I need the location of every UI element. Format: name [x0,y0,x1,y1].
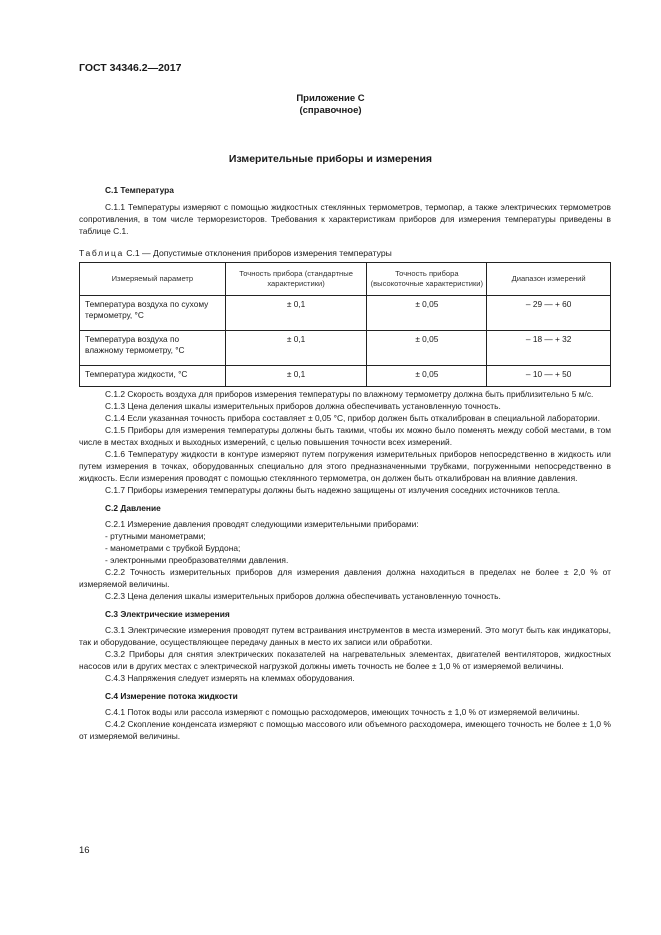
temperature-tolerance-table [79,262,611,387]
list-item: - манометрами с трубкой Бурдона; [105,543,241,553]
paragraph-c-1-7: С.1.7 Приборы измерения температуры должны быть надежно защищены от излучения соседних источников тепла. [105,485,561,495]
table-caption-text: С.1 — Допустимые отклонения приборов измерения температуры [123,248,392,258]
section-heading-flow: С.4 Измерение потока жидкости [105,691,238,701]
paragraph-c-4-2: С.4.2 Скопление конденсата измеряют с помощью массового или объемного расходомера, имеющего точность не более ± 1,0 % от измеряемой величины. [79,719,611,741]
table-cell: ± 0,1 [225,366,367,387]
table-row [80,366,611,387]
paragraph-c-2-1: С.2.1 Измерение давления проводят следующими измерительными приборами: [105,519,419,529]
page-number: 16 [79,845,90,856]
paragraph-c-1-2: С.1.2 Скорость воздуха для приборов измерения температуры по влажному термометру должна быть приблизительно 5 м/с. [105,389,594,399]
table-cell: Температура воздуха по сухому термометру, °С [80,296,226,331]
paragraph-c-3-2: С.3.2 Приборы для снятия электрических показателей на нагревательных элементах, двигателей вентиляторов, жидкостных насосов или в других местах с электрической нагрузкой должны иметь точность не более ± 1,0 % от измеряемой величины. [79,649,611,671]
table-cell: ± 0,05 [367,296,487,331]
table-header-cell: Точность прибора (высокоточные характеристики) [367,263,487,296]
table-caption [79,248,392,258]
table-caption-prefix: Таблица [79,248,124,258]
paragraph-c-2-3: С.2.3 Цена деления шкалы измерительных приборов должна обеспечивать установленную точность. [105,591,501,601]
paragraph-c-1-4: С.1.4 Если указанная точность прибора составляет ± 0,05 °С, прибор должен быть откалиброван в специальной лаборатории. [105,413,600,423]
table-header-cell: Диапазон измерений [487,263,611,296]
table-cell: – 29 — + 60 [487,296,611,331]
section-temperature-rest [79,388,611,742]
table-header-cell: Измеряемый параметр [80,263,226,296]
paragraph-c-1-1: С.1.1 Температуры измеряют с помощью жидкостных стеклянных термометров, термопар, а также электрических термометров сопротивления, в том числе терморезисторов. Требования к характеристикам приборов для измерения температуры приведены в таблице С.1. [79,202,611,236]
table-row [80,331,611,366]
table-cell: Температура жидкости, °С [80,366,226,387]
appendix-title: Приложение С [296,93,365,104]
paragraph-c-4-3: С.4.3 Напряжения следует измерять на клеммах оборудования. [105,673,355,683]
table-cell: – 10 — + 50 [487,366,611,387]
table-cell: – 18 — + 32 [487,331,611,366]
paragraph-c-3-1: С.3.1 Электрические измерения проводят путем встраивания инструментов в места измерений. Это могут быть как индикаторы, так и оборудование, осуществляющее передачу данных в место их записи или обработки. [79,625,611,647]
standard-header: ГОСТ 34346.2—2017 [79,62,182,74]
section-heading-electrical: С.3 Электрические измерения [105,609,230,619]
table-row [80,296,611,331]
table-cell: ± 0,1 [225,296,367,331]
section-temperature-intro [79,184,611,237]
appendix-subtitle: (справочное) [299,105,362,116]
section-title: Измерительные приборы и измерения [228,153,433,165]
table-header-row [80,263,611,296]
paragraph-c-1-3: С.1.3 Цена деления шкалы измерительных приборов должна обеспечивать установленную точность. [105,401,501,411]
table-cell: ± 0,1 [225,331,367,366]
paragraph-c-1-6: С.1.6 Температуру жидкости в контуре измеряют путем погружения измерительных приборов непосредственно в жидкость или путем измерения в точках, оборудованных специально для этого предназначенными трубками, погруженными непосредственно в жидкость. Если измерения проводят с помощью стеклянного термометра, он должен быть откалиброван на влияние давления. [79,449,611,483]
paragraph-c-2-2: С.2.2 Точность измерительных приборов для измерения давления должна находиться в пределах не более ± 2,0 % от измеряемой величины. [79,567,611,589]
list-item: - электронными преобразователями давления. [105,555,289,565]
list-item: - ртутными манометрами; [105,531,206,541]
table-cell: ± 0,05 [367,366,487,387]
table-header-cell: Точность прибора (стандартные характеристики) [225,263,367,296]
section-heading-pressure: С.2 Давление [105,503,161,513]
table-cell: Температура воздуха по влажному термометру, °С [80,331,226,366]
paragraph-c-4-1: С.4.1 Поток воды или рассола измеряют с помощью расходомеров, имеющих точность ± 1,0 % от измеряемой величины. [105,707,580,717]
table-cell: ± 0,05 [367,331,487,366]
section-heading-temperature: С.1 Температура [105,185,174,195]
paragraph-c-1-5: С.1.5 Приборы для измерения температуры должны быть такими, чтобы их можно было поменять между собой местами, в том числе в местах входных и выходных измерений, с целью повышения точности всех измерений. [79,425,611,447]
